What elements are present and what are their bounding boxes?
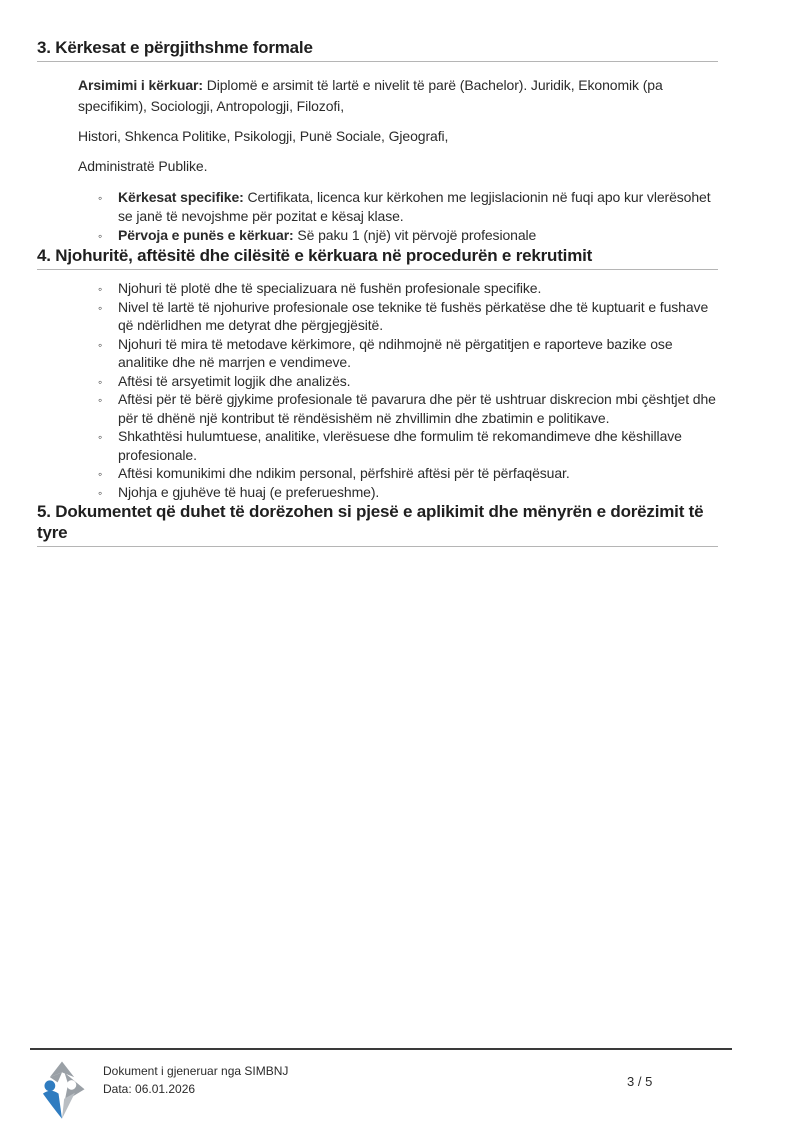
section-3-heading: 3. Kërkesat e përgjithshme formale [37, 37, 718, 62]
specific-requirements-label: Kërkesat specifike: [118, 189, 244, 205]
list-item: ◦ Aftësi të arsyetimit logjik dhe analizës. [118, 372, 718, 391]
work-experience-text: Së paku 1 (një) vit përvojë profesionale [293, 227, 537, 243]
section-knowledge-skills [37, 245, 718, 501]
list-item: ◦ Aftësi komunikimi dhe ndikim personal, përfshirë aftësi për të përfaqësuar. [118, 464, 718, 483]
public-admin-text: Administratë Publike. [78, 158, 208, 174]
list-item: ◦ Njohuri të plotë dhe të specializuara në fushën profesionale specifike. [118, 279, 718, 298]
list-item [118, 226, 718, 245]
specific-requirements-text: Certifikata, licenca kur kërkohen me legjislacionin në fuqi apo kur vlerësohet se janë të nevojshme për pozitat e kësaj klase. [118, 189, 711, 224]
section-3-bullet-list [118, 188, 718, 245]
list-item: ◦ Njohja e gjuhëve të huaj (e preferueshme). [118, 483, 718, 502]
work-experience-label: Përvoja e punës e kërkuar: [118, 227, 294, 243]
section-documents [37, 501, 718, 547]
fields-paragraph [78, 126, 718, 147]
education-label: Arsimimi i kërkuar: [78, 77, 203, 93]
section-5-heading: 5. Dokumentet që duhet të dorëzohen si pjesë e aplikimit dhe mënyrën e dorëzimit të tyre [37, 501, 718, 547]
fields-text: Histori, Shkenca Politike, Psikologji, Punë Sociale, Gjeografi, [78, 128, 449, 144]
list-item: ◦ Nivel të lartë të njohurive profesionale ose teknike të fushës përkatëse dhe të kuptuarit e fushave që ndërlidhen me detyrat dhe përgjegjësitë. [118, 298, 718, 335]
page-indicator: 3 / 5 [627, 1074, 653, 1089]
footer-text-block [103, 1063, 288, 1098]
footer-divider [30, 1048, 732, 1050]
footer-generated-text: Dokument i gjeneruar nga SIMBNJ [103, 1064, 289, 1078]
list-item [118, 188, 718, 226]
public-admin-paragraph [78, 156, 718, 177]
list-item: ◦ Aftësi për të bërë gjykime profesionale të pavarura dhe për të ushtruar diskrecion mbi çështjet dhe për të dhënë një kontribut të rëndësishëm në zhvillimin dhe zbatimin e politikave. [118, 390, 718, 427]
education-paragraph [78, 75, 718, 117]
section-4-bullet-list [118, 279, 718, 501]
list-item: ◦ Njohuri të mira të metodave kërkimore, që ndihmojnë në përgatitjen e raporteve bazike ose analitike dhe në marrjen e vendimeve. [118, 335, 718, 372]
list-item: ◦ Shkathtësi hulumtuese, analitike, vlerësuese dhe formulim të rekomandimeve dhe këshillave profesionale. [118, 427, 718, 464]
section-3-body [78, 75, 718, 245]
footer-date-text: Data: 06.01.2026 [103, 1081, 196, 1096]
education-text: Diplomë e arsimit të lartë e nivelit të parë (Bachelor). Juridik, Ekonomik (pa specifikim), Sociologji, Antropologji, Filozofi, [78, 77, 663, 114]
section-formal-requirements [37, 37, 718, 245]
section-4-heading: 4. Njohuritë, aftësitë dhe cilësitë e kërkuara në procedurën e rekrutimit [37, 245, 718, 270]
simbnj-logo-icon [36, 1060, 88, 1122]
